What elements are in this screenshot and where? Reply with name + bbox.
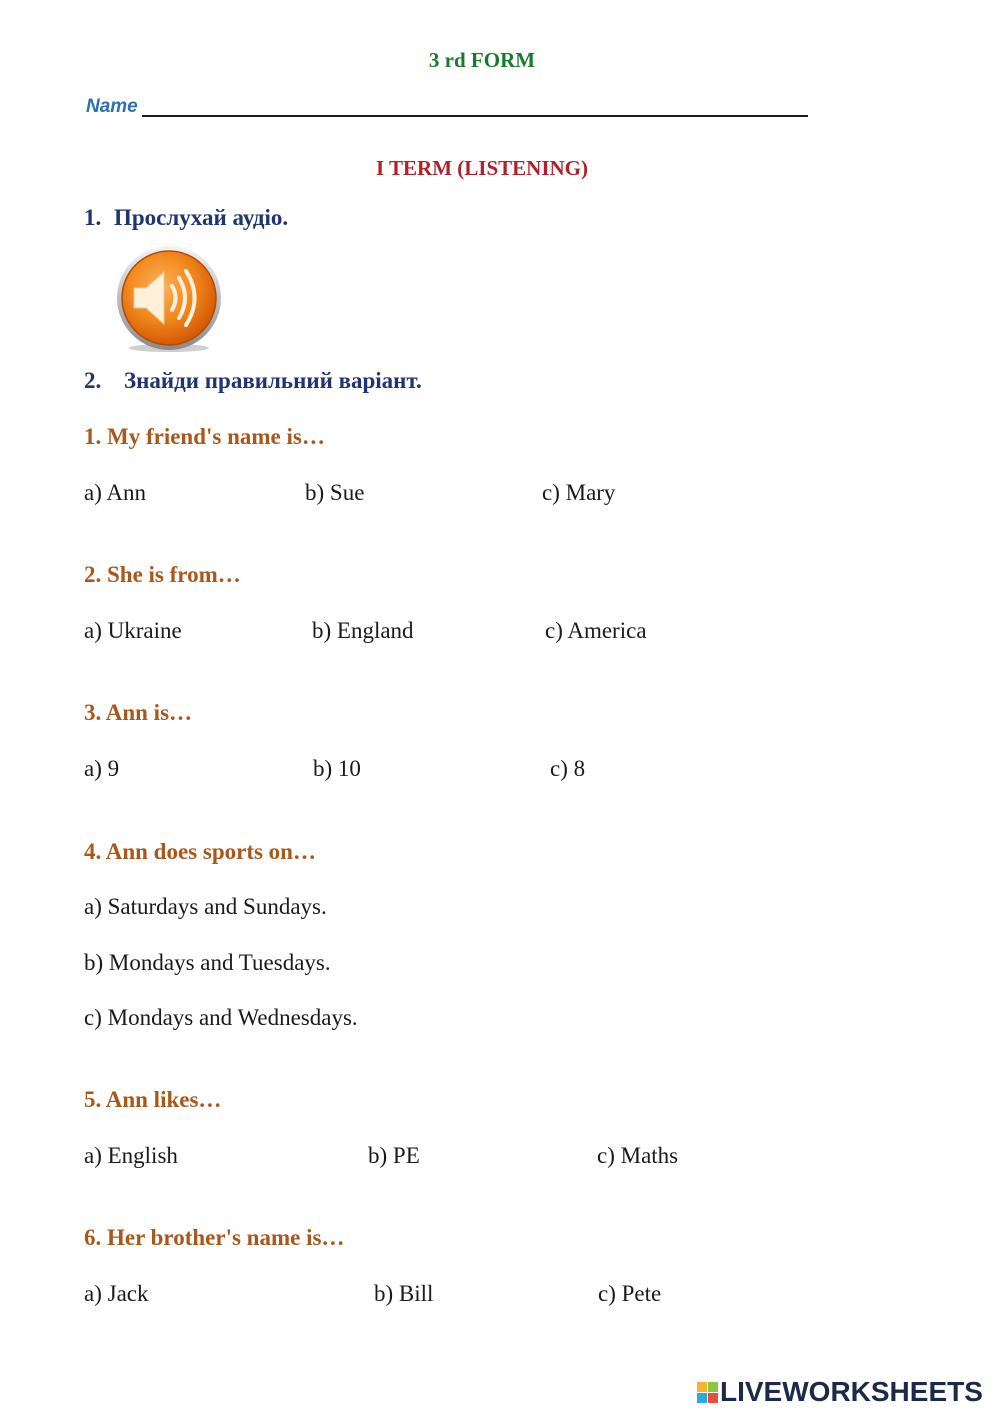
- logo-square: [697, 1382, 707, 1392]
- question-1: 1. My friend's name is…: [84, 424, 325, 449]
- question-6-option-b[interactable]: b) Bill: [374, 1281, 434, 1306]
- speaker-icon-graphic: [112, 244, 226, 354]
- question-5-option-a[interactable]: a) English: [84, 1143, 178, 1168]
- task-number: 1.: [84, 205, 102, 230]
- question-3-option-b[interactable]: b) 10: [313, 756, 361, 781]
- task-number: 2.: [84, 368, 102, 393]
- question-2: 2. She is from…: [84, 562, 241, 587]
- task-text: Знайди правильний варіант.: [124, 368, 422, 393]
- question-3-option-a[interactable]: a) 9: [84, 756, 120, 781]
- logo-square: [708, 1382, 718, 1392]
- logo-square: [697, 1393, 707, 1403]
- question-1-option-c[interactable]: c) Mary: [542, 480, 616, 505]
- term-title: I TERM (LISTENING): [376, 156, 588, 180]
- question-4-option-b[interactable]: b) Mondays and Tuesdays.: [84, 950, 331, 975]
- question-2-option-b[interactable]: b) England: [312, 618, 414, 643]
- question-6-option-a[interactable]: a) Jack: [84, 1281, 149, 1306]
- question-1-option-a[interactable]: a) Ann: [84, 480, 146, 505]
- question-5-option-c[interactable]: c) Maths: [597, 1143, 679, 1168]
- question-3: 3. Ann is…: [84, 700, 193, 725]
- name-row: [86, 96, 808, 118]
- question-2-option-a[interactable]: a) Ukraine: [84, 618, 182, 643]
- question-4-option-c[interactable]: c) Mondays and Wednesdays.: [84, 1005, 358, 1030]
- logo-text: LIVEWORKSHEETS: [720, 1376, 983, 1407]
- form-title: 3 rd FORM: [428, 48, 536, 72]
- question-5-option-b[interactable]: b) PE: [368, 1143, 420, 1168]
- task-2: [84, 368, 422, 394]
- question-1-option-b[interactable]: b) Sue: [305, 480, 365, 505]
- name-blank-line[interactable]: [142, 115, 808, 117]
- question-3-option-c[interactable]: c) 8: [550, 756, 586, 781]
- task-text: Прослухай аудіо.: [114, 205, 289, 230]
- logo-mark-icon: [697, 1382, 718, 1403]
- question-6: 6. Her brother's name is…: [84, 1225, 345, 1250]
- question-5: 5. Ann likes…: [84, 1087, 222, 1112]
- question-2-option-c[interactable]: c) America: [545, 618, 647, 643]
- question-4-option-a[interactable]: a) Saturdays and Sundays.: [84, 894, 327, 919]
- question-6-option-c[interactable]: c) Pete: [598, 1281, 662, 1306]
- task-1: [84, 205, 288, 231]
- liveworksheets-logo[interactable]: [697, 1376, 983, 1408]
- speaker-icon[interactable]: [112, 244, 226, 354]
- name-label: Name: [86, 96, 138, 117]
- question-4: 4. Ann does sports on…: [84, 839, 316, 864]
- logo-square: [708, 1393, 718, 1403]
